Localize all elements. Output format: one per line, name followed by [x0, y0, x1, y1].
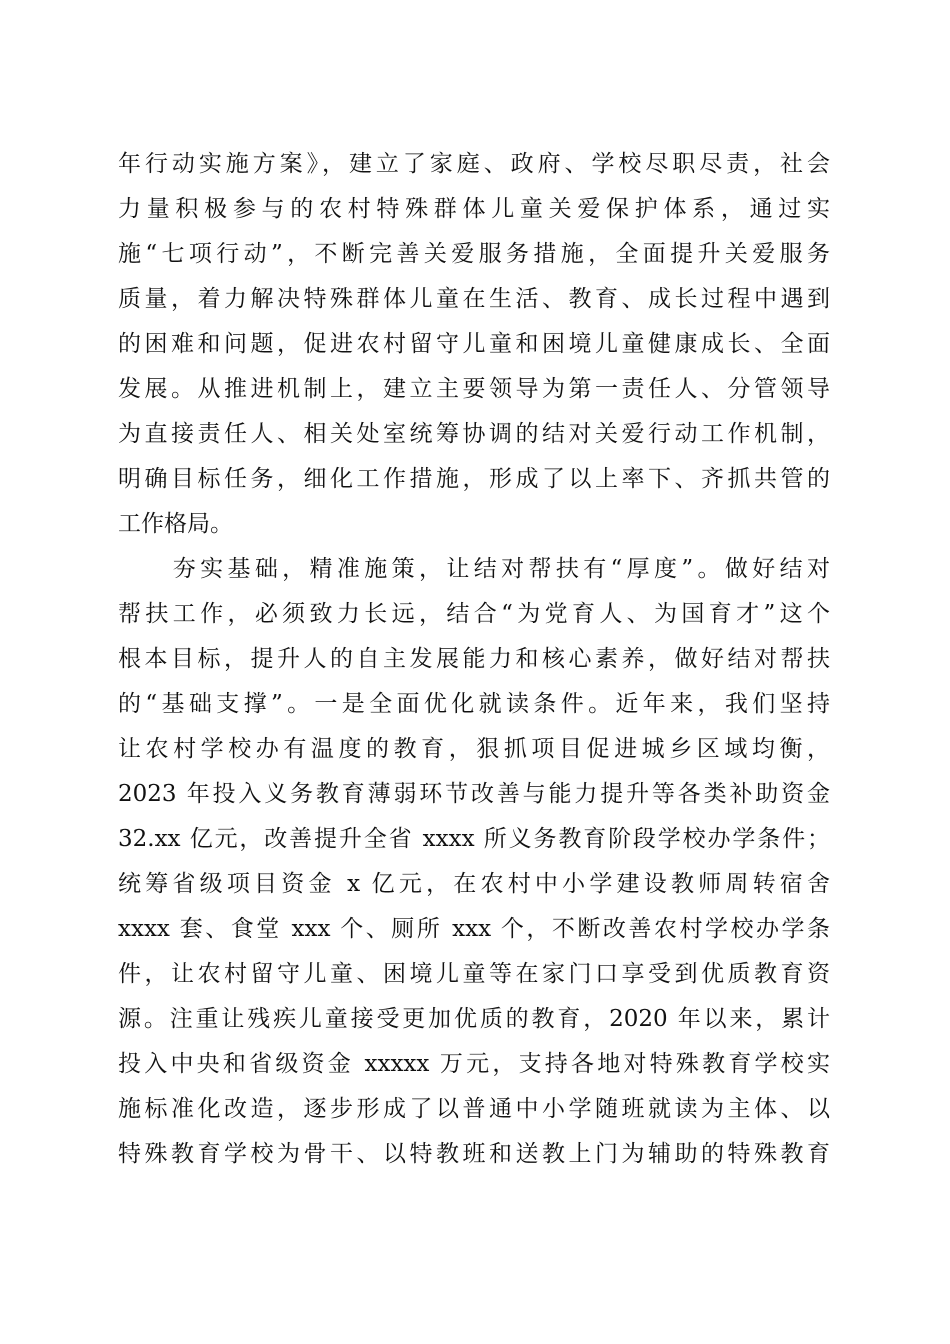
text-line: 工作格局。	[118, 511, 233, 537]
text-line: 2023 年投入义务教育薄弱环节改善与能力提升等各类补助资金	[118, 781, 830, 807]
text-line: 年行动实施方案》，建立了家庭、政府、学校尽职尽责，社会	[118, 151, 830, 177]
text-line: 发展。从推进机制上，建立主要领导为第一责任人、分管领导	[118, 376, 830, 402]
text-line: 帮扶工作，必须致力长远，结合“为党育人、为国育才”这个	[118, 601, 830, 627]
text-line: 明确目标任务，细化工作措施，形成了以上率下、齐抓共管的	[118, 466, 830, 492]
text-line: 投入中央和省级资金 xxxxx 万元，支持各地对特殊教育学校实	[118, 1051, 830, 1077]
text-line: 让农村学校办有温度的教育，狠抓项目促进城乡区域均衡，	[118, 736, 830, 762]
text-line: 特殊教育学校为骨干、以特教班和送教上门为辅助的特殊教育	[118, 1141, 830, 1167]
text-line: 施标准化改造，逐步形成了以普通中小学随班就读为主体、以	[118, 1096, 830, 1122]
body-text	[118, 142, 830, 1177]
text-line: 根本目标，提升人的自主发展能力和核心素养，做好结对帮扶	[118, 646, 830, 672]
text-line: 件，让农村留守儿童、困境儿童等在家门口享受到优质教育资	[118, 961, 830, 987]
text-line: 为直接责任人、相关处室统筹协调的结对关爱行动工作机制，	[118, 421, 830, 447]
text-line: 施“七项行动”，不断完善关爱服务措施，全面提升关爱服务	[118, 241, 830, 267]
text-line: 的困难和问题，促进农村留守儿童和困境儿童健康成长、全面	[118, 331, 830, 357]
text-line: xxxx 套、食堂 xxx 个、厕所 xxx 个，不断改善农村学校办学条	[118, 916, 830, 942]
text-line: 统筹省级项目资金 x 亿元，在农村中小学建设教师周转宿舍	[118, 871, 830, 897]
text-line: 源。注重让残疾儿童接受更加优质的教育，2020 年以来，累计	[118, 1006, 830, 1032]
text-line: 的“基础支撑”。一是全面优化就读条件。近年来，我们坚持	[118, 691, 830, 717]
text-line: 力量积极参与的农村特殊群体儿童关爱保护体系，通过实	[118, 196, 830, 222]
text-line: 32.xx 亿元，改善提升全省 xxxx 所义务教育阶段学校办学条件；	[118, 826, 830, 852]
text-line: 质量，着力解决特殊群体儿童在生活、教育、成长过程中遇到	[118, 286, 830, 312]
text-line: 夯实基础，精准施策，让结对帮扶有“厚度”。做好结对	[118, 556, 830, 582]
